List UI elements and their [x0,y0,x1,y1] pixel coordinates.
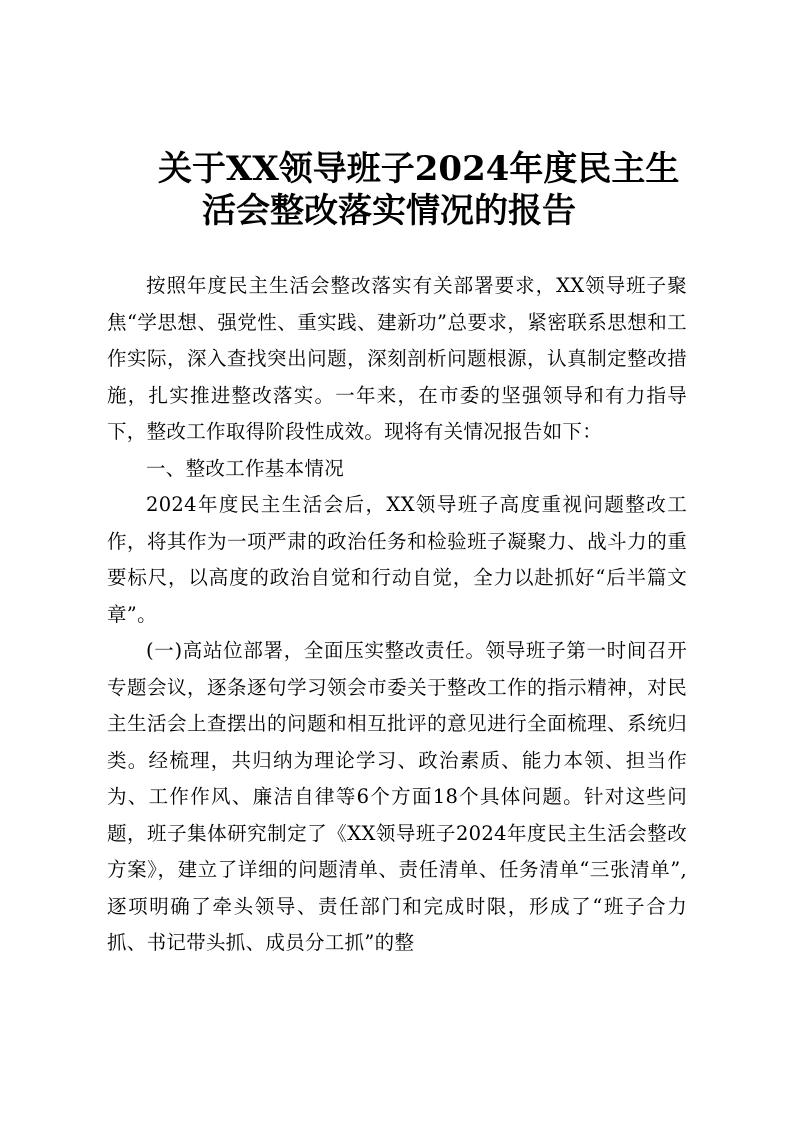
title-line-1: 关于XX领导班子2024年度民主生 [158,149,680,189]
section-heading-1: 一、整改工作基本情况 [146,456,345,480]
title-line-2: 活会整改落实情况的报告 [202,191,576,231]
subsection-paragraph-1: (一)高站位部署，全面压实整改责任。领导班子第一时间召开专题会议，逐条逐句学习领会市委关于整改工作的指示精神，对民主生活会上查摆出的问题和相互批评的意见进行全面梳理、系统归类。经梳理，共归纳为理论学习、政治素质、能力本领、担当作为、工作作风、廉洁自律等6个方面18个具体问题。针对这些问题，班子集体研究制定了《XX领导班子2024年度民主生活会整改方案》，建立了详细的问题清单、责任清单、任务清单“三张清单”,逐项明确了牵头领导、责任部门和完成时限，形成了“班子合力抓、书记带头抓、成员分工抓”的整 [107,639,687,954]
document-title [110,148,710,232]
section-paragraph: 2024年度民主生活会后，XX领导班子高度重视问题整改工作，将其作为一项严肃的政治任务和检验班子凝聚力、战斗力的重要标尺，以高度的政治自觉和行动自觉，全力以赴抓好“后半篇文章”。 [107,493,687,626]
intro-paragraph: 按照年度民主生活会整改落实有关部署要求，XX领导班子聚焦“学思想、强党性、重实践、建新功”总要求，紧密联系思想和工作实际，深入查找突出问题，深刻剖析问题根源，认真制定整改措施，扎实推进整改落实。一年来，在市委的坚强领导和有力指导下，整改工作取得阶段性成效。现将有关情况报告如下： [107,274,687,443]
document-body [107,268,687,962]
